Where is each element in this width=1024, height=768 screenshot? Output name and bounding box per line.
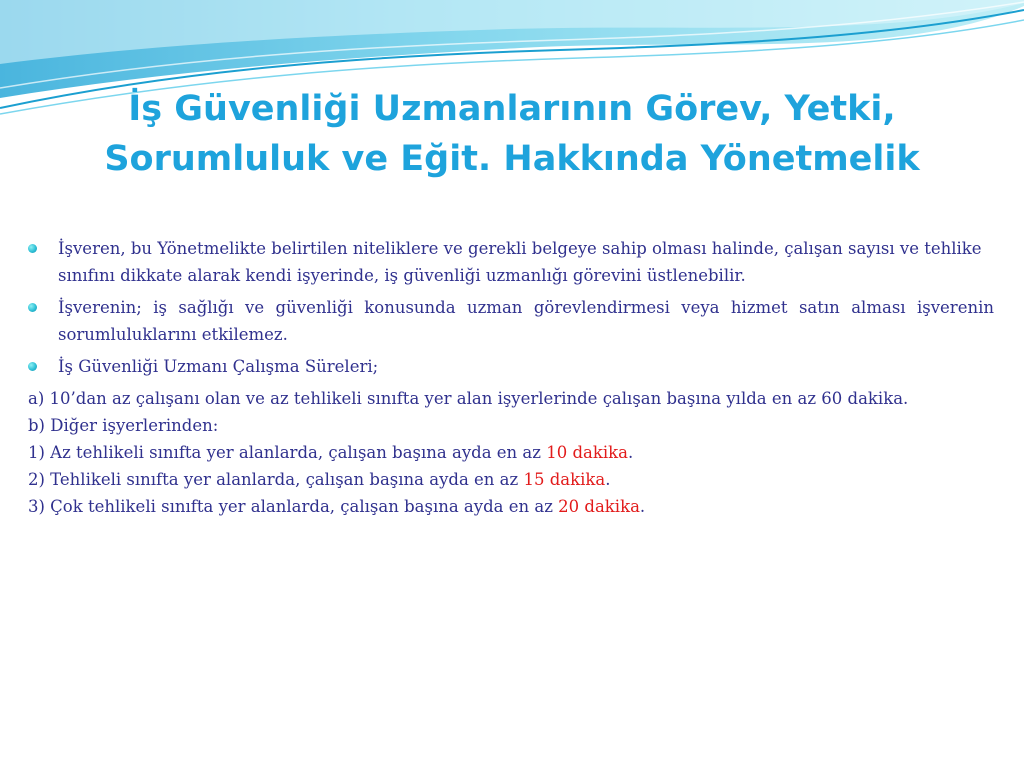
item-2 <box>28 466 994 493</box>
item-3 <box>28 493 994 520</box>
bullet-text: İşverenin; iş sağlığı ve güvenliği konusunda uzman görevlendirmesi veya hizmet satın alması işverenin sorumluluklarını etkilemez. <box>58 298 994 344</box>
bullet-dot-icon <box>28 303 37 312</box>
bullet-text: İşveren, bu Yönetmelikte belirtilen niteliklere ve gerekli belgeye sahip olması halinde, çalışan sayısı ve tehlike sınıfını dikkate alarak kendi işyerinde, iş güvenliği uzmanlığı görevini üstlenebilir. <box>58 239 982 285</box>
item-a: a) 10’dan az çalışanı olan ve az tehlikeli sınıfta yer alan işyerlerinde çalışan başına yılda en az 60 dakika. <box>28 389 909 408</box>
item-b: b) Diğer işyerlerinden: <box>28 416 219 435</box>
item-1-text: 1) Az tehlikeli sınıfta yer alanlarda, çalışan başına ayda en az <box>28 443 547 462</box>
item-1 <box>28 439 994 466</box>
bullet-dot-icon <box>28 244 37 253</box>
item-1-duration: 10 dakika <box>546 443 628 462</box>
item-3-period: . <box>639 497 646 516</box>
item-3-duration: 20 dakika <box>558 497 640 516</box>
item-3-text: 3) Çok tehlikeli sınıfta yer alanlarda, çalışan başına ayda en az <box>28 497 559 516</box>
slide-content <box>28 235 994 520</box>
item-2-duration: 15 dakika <box>523 470 606 489</box>
title-line-1: İş Güvenliği Uzmanlarının Görev, Yetki, <box>128 89 896 129</box>
title-line-2: Sorumluluk ve Eğit. Hakkında Yönetmelik <box>104 139 920 179</box>
item-1-period: . <box>627 443 634 462</box>
bullet-item <box>28 353 994 380</box>
bullet-item <box>28 235 994 289</box>
item-2-period: . <box>605 470 611 489</box>
item-2-text: 2) Tehlikeli sınıfta yer alanlarda, çalışan başına ayda en az <box>28 470 524 489</box>
page-title <box>20 84 1004 184</box>
bullet-text: İş Güvenliği Uzmanı Çalışma Süreleri; <box>58 357 379 376</box>
bullet-item <box>28 294 994 348</box>
bullet-dot-icon <box>28 362 37 371</box>
